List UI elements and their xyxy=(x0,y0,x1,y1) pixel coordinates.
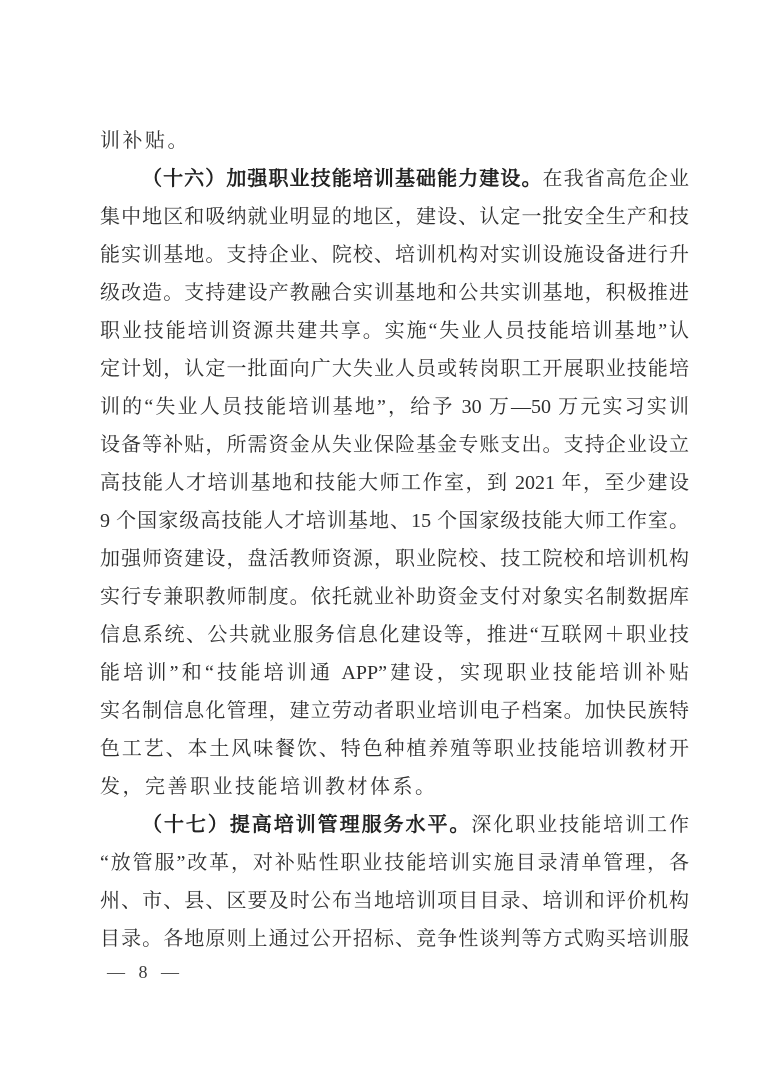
page-number: — 8 — xyxy=(107,962,180,982)
text-segment: 能培训”和“技能培训通 APP”建设，实现职业技能培训补贴 xyxy=(100,662,689,684)
text-segment: 9 个国家级高技能人才培训基地、15 个国家级技能大师工作室。 xyxy=(100,510,689,532)
text-line xyxy=(100,768,689,806)
text-line xyxy=(100,806,689,844)
text-line xyxy=(100,616,689,654)
text-segment: 高技能人才培训基地和技能大师工作室，到 2021 年，至少建设 xyxy=(100,472,689,494)
text-line xyxy=(100,844,689,882)
text-segment: 能实训基地。支持企业、院校、培训机构对实训设施设备进行升 xyxy=(100,244,689,266)
text-segment: 职业技能培训资源共建共享。实施“失业人员技能培训基地”认 xyxy=(100,320,689,342)
text-segment: 加强师资建设，盘活教师资源，职业院校、技工院校和培训机构 xyxy=(100,548,689,570)
text-segment: 实名制信息化管理，建立劳动者职业培训电子档案。加快民族特 xyxy=(100,700,689,722)
text-segment: 实行专兼职教师制度。依托就业补助资金支付对象实名制数据库 xyxy=(100,586,689,608)
text-line xyxy=(100,122,689,160)
text-line xyxy=(100,464,689,502)
text-segment: “放管服”改革，对补贴性职业技能培训实施目录清单管理，各 xyxy=(100,852,689,874)
text-line xyxy=(100,920,689,958)
text-line xyxy=(100,274,689,312)
text-segment: 定计划，认定一批面向广大失业人员或转岗职工开展职业技能培 xyxy=(100,358,689,380)
text-line xyxy=(100,426,689,464)
text-segment: 信息系统、公共就业服务信息化建设等，推进“互联网＋职业技 xyxy=(100,624,689,646)
text-line xyxy=(100,350,689,388)
text-line xyxy=(100,540,689,578)
text-segment: 发，完善职业技能培训教材体系。 xyxy=(100,776,438,798)
text-segment: 训的“失业人员技能培训基地”，给予 30 万—50 万元实习实训 xyxy=(100,396,689,418)
heading-segment: （十七）提高培训管理服务水平。 xyxy=(142,814,472,836)
text-segment: 州、市、县、区要及时公布当地培训项目目录、培训和评价机构 xyxy=(100,890,689,912)
text-segment: 集中地区和吸纳就业明显的地区，建设、认定一批安全生产和技 xyxy=(100,206,689,228)
heading-segment: （十六）加强职业技能培训基础能力建设。 xyxy=(142,168,543,190)
text-line xyxy=(100,312,689,350)
text-line xyxy=(100,198,689,236)
text-line xyxy=(100,692,689,730)
text-line xyxy=(100,160,689,198)
text-segment: 色工艺、本土风味餐饮、特色种植养殖等职业技能培训教材开 xyxy=(100,738,689,760)
text-line xyxy=(100,388,689,426)
text-line xyxy=(100,502,689,540)
text-line xyxy=(100,882,689,920)
text-segment: 深化职业技能培训工作 xyxy=(471,814,689,836)
text-line xyxy=(100,578,689,616)
text-line xyxy=(100,654,689,692)
document-body xyxy=(100,122,689,958)
text-line xyxy=(100,236,689,274)
text-segment: 目录。各地原则上通过公开招标、竞争性谈判等方式购买培训服 xyxy=(100,928,689,950)
text-segment: 级改造。支持建设产教融合实训基地和公共实训基地，积极推进 xyxy=(100,282,689,304)
text-segment: 在我省高危企业 xyxy=(542,168,689,190)
text-segment: 训补贴。 xyxy=(100,130,190,152)
text-segment: 设备等补贴，所需资金从失业保险基金专账支出。支持企业设立 xyxy=(100,434,689,456)
text-line xyxy=(100,730,689,768)
